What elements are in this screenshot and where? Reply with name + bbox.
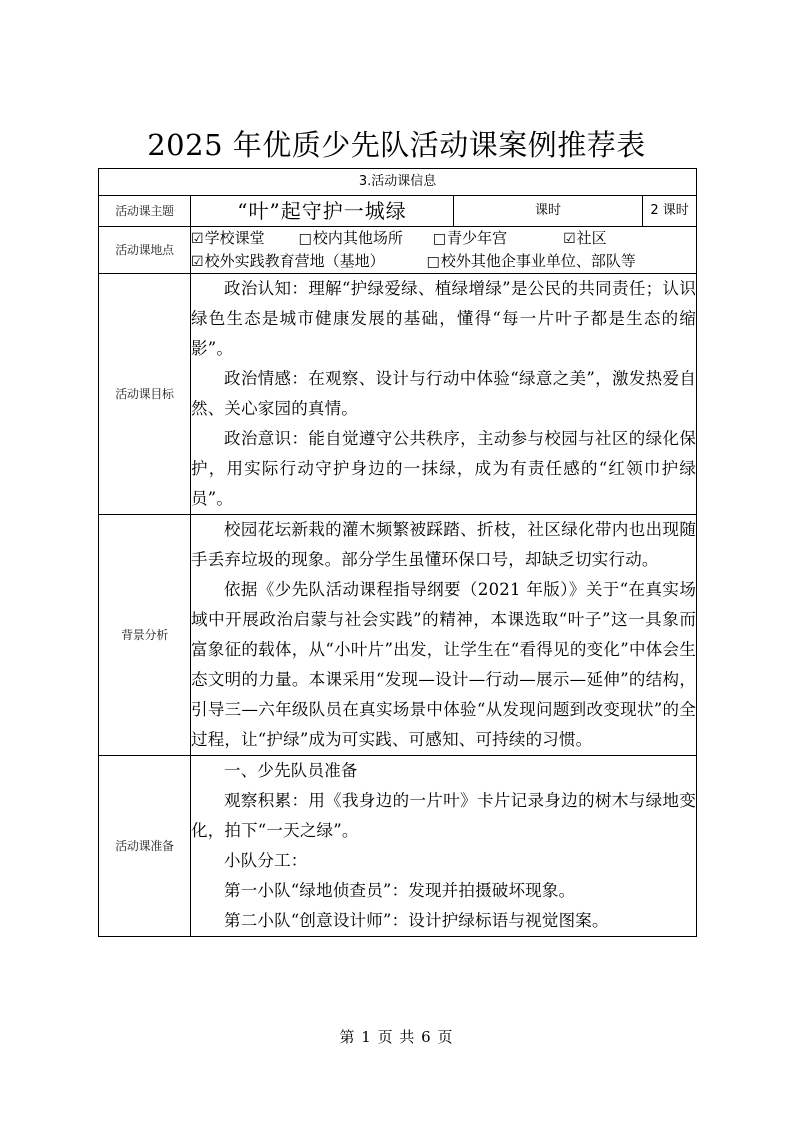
topic-value: “叶”起守护一城绿 (191, 196, 454, 227)
table-row (99, 515, 697, 756)
objective-content (191, 274, 697, 515)
checkbox-icon: □ (432, 231, 447, 247)
paragraph: 政治意识：能自觉遵守公共秩序，主动参与校园与社区的绿化保护，用实际行动守护身边的一抹绿，成为有责任感的“红领巾护绿员”。 (191, 429, 697, 508)
checkbox-option-community[interactable] (563, 227, 607, 250)
background-content (191, 515, 697, 756)
checkbox-label: 校外其他企事业单位、部队等 (440, 252, 636, 270)
paragraph: 小队分工： (224, 851, 308, 870)
location-label: 活动课地点 (99, 227, 191, 274)
checkbox-label: 校内其他场所 (312, 229, 403, 247)
objective-label: 活动课目标 (99, 274, 191, 515)
period-label: 课时 (454, 196, 643, 227)
paragraph: 观察积累：用《我身边的一片叶》卡片记录身边的树木与绿地变化，拍下“一天之绿”。 (191, 791, 697, 840)
paragraph: 依据《少先队活动课程指导纲要（2021 年版）》关于“在真实场域中开展政治启蒙与社会实践”的精神，本课选取“叶子”这一具象而富象征的载体，从“小叶片”出发，让学生在“看得见的变化”中体会生态文明的力量。本课采用“发现—设计—行动—展示—延伸”的结构，引导三—六年级队员在真实场景中体验“从发现问题到改变现状”的全过程，让“护绿”成为可实践、可感知、可持续的习惯。 (191, 580, 697, 749)
location-options-cell (191, 227, 697, 274)
topic-label: 活动课主题 (99, 196, 191, 227)
table-row (99, 196, 697, 227)
checkbox-label: 校外实践教育营地（基地） (204, 252, 385, 270)
checkbox-icon: □ (426, 254, 440, 270)
checkbox-option-other-on-campus[interactable] (299, 227, 403, 250)
checkbox-option-youth-palace[interactable] (433, 227, 507, 250)
background-label: 背景分析 (99, 515, 191, 756)
preparation-content (191, 756, 697, 937)
paragraph: 一、少先队员准备 (224, 761, 358, 780)
checkbox-icon: ☑ (191, 254, 204, 270)
paragraph: 政治认知：理解“护绿爱绿、植绿增绿”是公民的共同责任；认识绿色生态是城市健康发展的基础，懂得“每一片叶子都是生态的缩影”。 (191, 279, 697, 358)
checkbox-option-offcampus-practice-base[interactable] (191, 250, 385, 273)
checkbox-option-school-classroom[interactable] (191, 227, 265, 250)
preparation-label: 活动课准备 (99, 756, 191, 937)
checkbox-icon: □ (298, 231, 312, 247)
table-row (99, 227, 697, 274)
paragraph: 第二小队“创意设计师”：设计护绿标语与视觉图案。 (224, 911, 609, 930)
page-title: 2025 年优质少先队活动课案例推荐表 (147, 128, 646, 162)
paragraph: 第一小队“绿地侦查员”：发现并拍摄破坏现象。 (224, 881, 576, 900)
table-row (99, 169, 697, 196)
section-header: 3.活动课信息 (99, 169, 697, 196)
checkbox-icon: ☑ (563, 231, 576, 247)
checkbox-option-offcampus-enterprise-army[interactable] (427, 250, 636, 273)
table-row (99, 274, 697, 515)
location-options-row-2 (191, 250, 696, 273)
table-row (99, 756, 697, 937)
period-value: 2 课时 (643, 196, 697, 227)
activity-info-table (98, 168, 697, 937)
page-footer: 第 1 页 共 6 页 (339, 1028, 454, 1046)
checkbox-label: 社区 (576, 229, 607, 247)
paragraph: 校园花坛新栽的灌木频繁被踩踏、折枝，社区绿化带内也出现随手丢弃垃圾的现象。部分学生虽懂环保口号，却缺乏切实行动。 (191, 520, 697, 569)
checkbox-label: 青少年宫 (447, 229, 508, 247)
paragraph: 政治情感：在观察、设计与行动中体验“绿意之美”，激发热爱自然、关心家园的真情。 (191, 369, 697, 418)
checkbox-label: 学校课堂 (204, 229, 265, 247)
checkbox-icon: ☑ (191, 231, 204, 247)
location-options-row-1 (191, 227, 696, 250)
